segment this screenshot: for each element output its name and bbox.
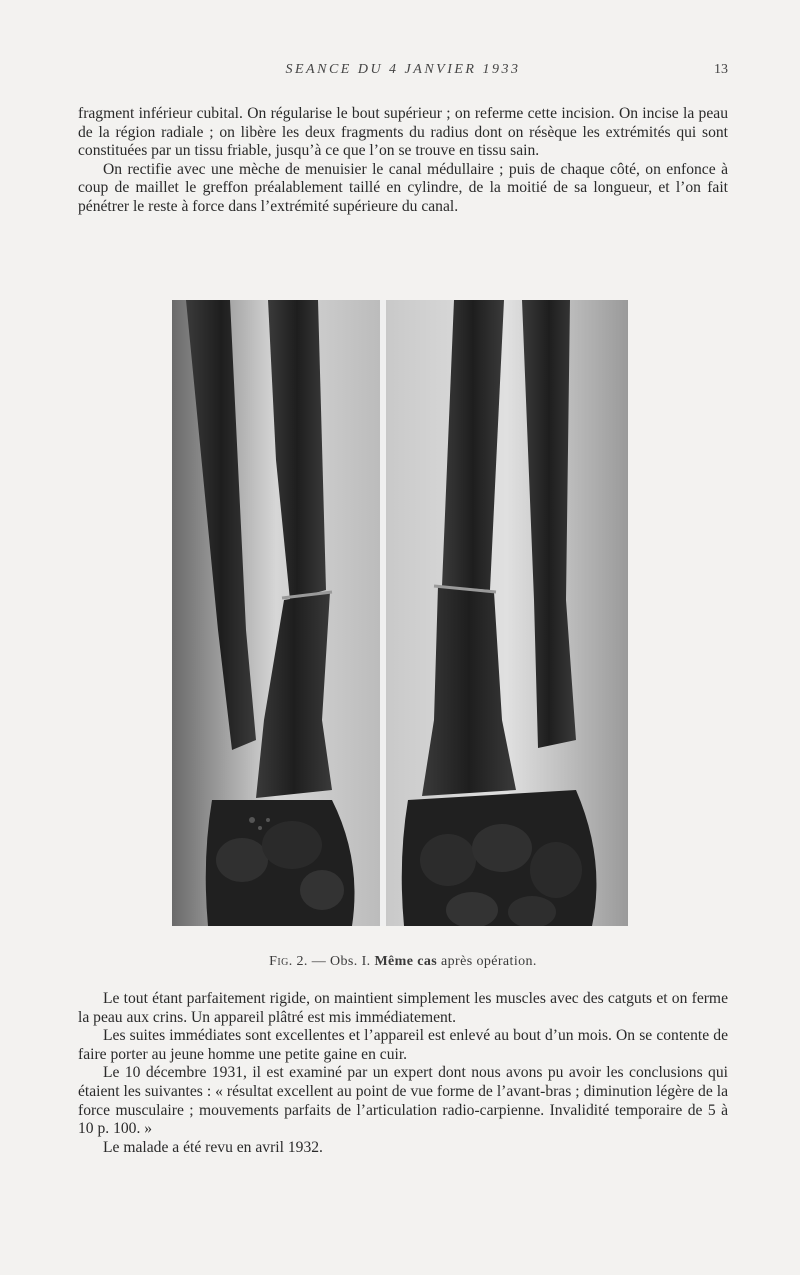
paragraph-4: Les suites immédiates sont excellentes et l’appareil est enlevé au bout d’un mois. On se contente de faire porter au jeune homme une petite gaine en cuir. — [78, 1027, 728, 1063]
x-ray-figure — [172, 300, 628, 926]
paragraph-1: fragment inférieur cubital. On régularise le bout supérieur ; on referme cette incision. On incise la peau de la région radiale ; on libère les deux fragments du radius dont on résèque les extrémités qui sont constituées par un tissu friable, jusqu’à ce que l’on se trouve en tissu sain. — [78, 105, 728, 160]
caption-label: Fig. 2. — [269, 954, 308, 969]
running-title: SEANCE DU 4 JANVIER 1933 — [285, 62, 521, 77]
caption-obs: Obs. I. — [330, 954, 375, 969]
running-head — [78, 62, 728, 84]
page-number: 13 — [714, 62, 728, 77]
paragraph-5: Le 10 décembre 1931, il est examiné par un expert dont nous avons pu avoir les conclusions qui étaient les suivantes : « résultat excellent au point de vue forme de l’avant-bras ; diminution légère de la force musculaire ; mouvements parfaits de l’articulation radio-carpienne. Invalidité temporaire de 5 à 10 p. 100. » — [78, 1064, 728, 1138]
caption-rest: après opération. — [437, 954, 537, 969]
bottom-text-block — [78, 990, 728, 1157]
paragraph-6: Le malade a été revu en avril 1932. — [103, 1138, 323, 1156]
paragraph-2: On rectifie avec une mèche de menuisier le canal médullaire ; puis de chaque côté, on enfonce à coup de maillet le greffon préalablement taillé en cylindre, de la moitié de sa longueur, et l’on fait pénétrer le reste à force dans l’extrémité supérieure du canal. — [78, 160, 728, 215]
top-text-block — [78, 105, 728, 217]
x-ray-image — [172, 300, 628, 926]
figure-caption — [78, 954, 728, 970]
caption-dash: — — [307, 954, 331, 969]
caption-bold: Même cas — [374, 954, 438, 969]
paragraph-3: Le tout étant parfaitement rigide, on maintient simplement les muscles avec des catguts et on ferme la peau aux crins. Un appareil plâtré est mis immédiatement. — [78, 990, 728, 1026]
